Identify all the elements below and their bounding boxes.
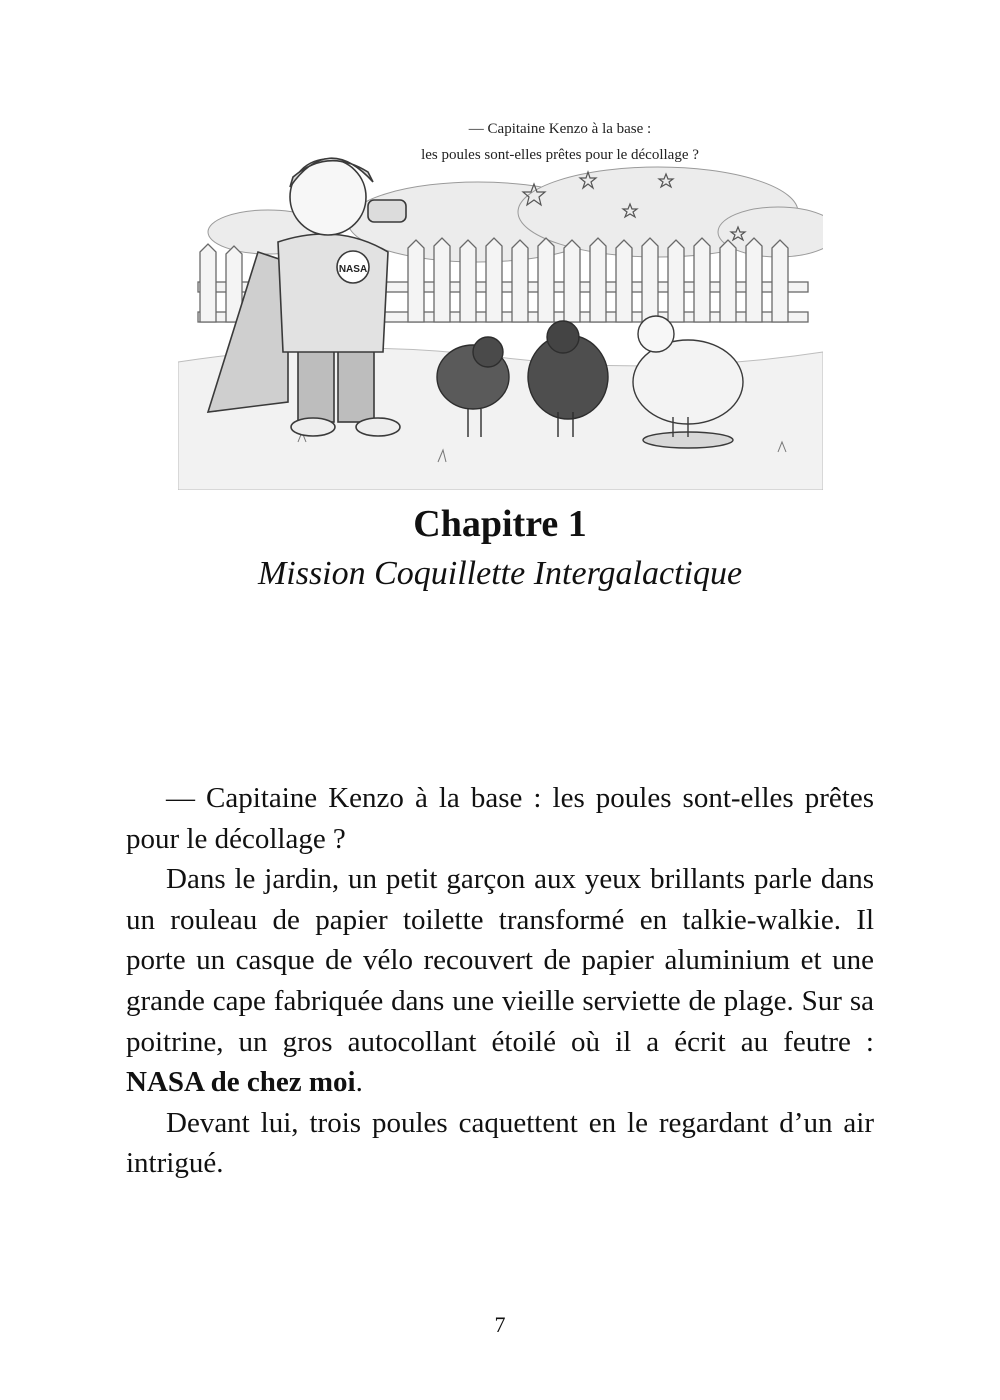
paragraph: — Capitaine Kenzo à la base : les poules sont-elles prêtes pour le décollage ? — [126, 782, 874, 855]
chapter-title: Chapitre 1 — [413, 503, 587, 545]
speech-line: — Capitaine Kenzo à la base : — [468, 121, 652, 137]
chapter-body — [126, 778, 874, 1184]
speech-line: les poules sont-elles prêtes pour le décollage ? — [421, 147, 699, 163]
page-number: 7 — [494, 1312, 506, 1337]
toilet-paper-roll-icon — [368, 200, 406, 222]
badge-text: NASA — [338, 264, 368, 275]
bold-phrase: NASA de chez moi — [126, 1066, 356, 1099]
paragraph-text: Dans le jardin, un petit garçon aux yeux brillants parle dans un rouleau de papier toilette transformé en talkie-walkie. Il porte un casque de vélo recouvert de papier aluminium et une grande cape fabriquée dans une vieille serviette de plage. Sur sa poitrine, un gros autocollant étoilé où il a écrit au feutre : — [126, 863, 874, 1058]
speech-bubble-text — [360, 116, 760, 168]
paragraph — [126, 859, 874, 1103]
chapter-illustration — [178, 112, 823, 490]
chapter-subtitle: Mission Coquillette Intergalactique — [257, 555, 743, 592]
paragraph: Devant lui, trois poules caquettent en le regardant d’un air intrigué. — [126, 1106, 874, 1180]
paragraph-end: . — [355, 1066, 363, 1099]
